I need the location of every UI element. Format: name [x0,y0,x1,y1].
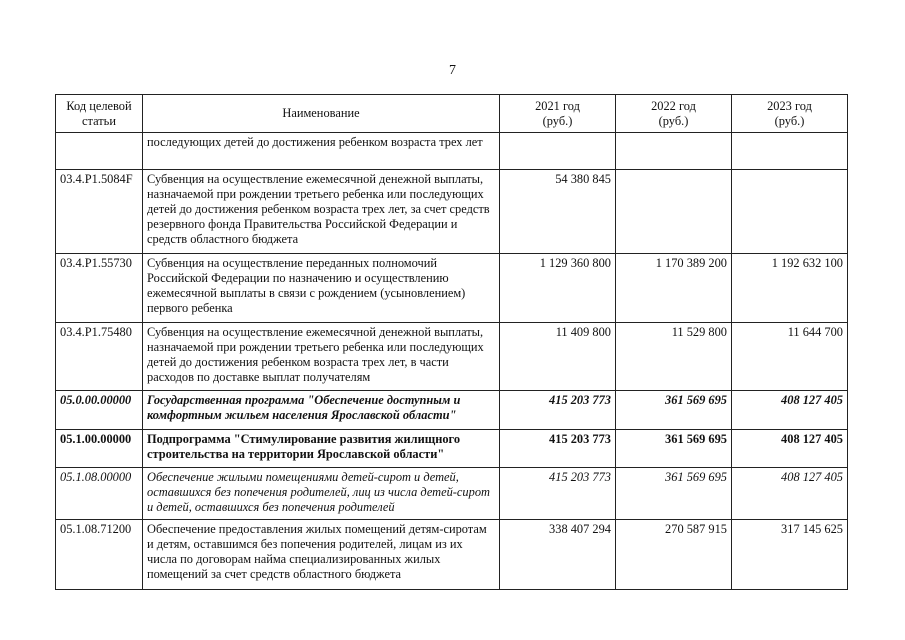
row-2022 [616,133,732,170]
table-row [56,520,848,590]
row-code: 03.4.P1.75480 [56,323,143,391]
header-2021 [500,95,616,133]
row-2023: 11 644 700 [732,323,848,391]
table-row [56,254,848,323]
page-number: 7 [449,63,456,78]
row-2021: 338 407 294 [500,520,616,590]
table-row [56,430,848,468]
row-code: 03.4.P1.55730 [56,254,143,323]
row-2023: 408 127 405 [732,391,848,430]
table-row [56,468,848,520]
header-2022 [616,95,732,133]
row-2023 [732,170,848,254]
header-code: Код целевой статьи [56,95,143,133]
table-row [56,391,848,430]
row-name: Обеспечение жилыми помещениями детей-сирот и детей, оставшихся без попечения родителей, лиц из числа детей-сирот и детей, оставшихся без попечения родителей [143,468,500,520]
row-name: Подпрограмма "Стимулирование развития жилищного строительства на территории Ярославской области" [143,430,500,468]
row-2021: 415 203 773 [500,430,616,468]
header-2023 [732,95,848,133]
row-code: 05.1.08.00000 [56,468,143,520]
header-name: Наименование [143,95,500,133]
row-name: Субвенция на осуществление ежемесячной денежной выплаты, назначаемой при рождении третьего ребенка или последующих детей до достижения ребенком возраста трех лет, в части расходов по доставке выплат получателям [143,323,500,391]
row-2023: 408 127 405 [732,468,848,520]
row-2021: 1 129 360 800 [500,254,616,323]
header-2021-year: 2021 год [535,98,580,113]
row-code: 03.4.P1.5084F [56,170,143,254]
row-code: 05.1.08.71200 [56,520,143,590]
row-2021: 415 203 773 [500,391,616,430]
row-name: Государственная программа "Обеспечение доступным и комфортным жильем населения Ярославской области" [143,391,500,430]
row-2021: 54 380 845 [500,170,616,254]
table-row [56,323,848,391]
budget-table [55,94,848,590]
row-2022 [616,170,732,254]
row-2022: 361 569 695 [616,391,732,430]
row-2023 [732,133,848,170]
header-2022-year: 2022 год [651,98,696,113]
table-row [56,133,848,170]
header-2022-unit: (руб.) [658,113,689,128]
row-2022: 361 569 695 [616,468,732,520]
header-2021-unit: (руб.) [542,113,573,128]
table-row [56,170,848,254]
row-2022: 270 587 915 [616,520,732,590]
row-2021: 415 203 773 [500,468,616,520]
row-code: 05.0.00.00000 [56,391,143,430]
row-2022: 361 569 695 [616,430,732,468]
row-name: Субвенция на осуществление переданных полномочий Российской Федерации по назначению и осуществлению ежемесячной выплаты в связи с рождением (усыновлением) первого ребенка [143,254,500,323]
row-code [56,133,143,170]
header-2023-unit: (руб.) [774,113,805,128]
row-2023: 408 127 405 [732,430,848,468]
header-2023-year: 2023 год [767,98,812,113]
row-2023: 1 192 632 100 [732,254,848,323]
row-2021 [500,133,616,170]
row-name: последующих детей до достижения ребенком возраста трех лет [143,133,500,170]
row-2023: 317 145 625 [732,520,848,590]
row-code: 05.1.00.00000 [56,430,143,468]
row-name: Обеспечение предоставления жилых помещений детям-сиротам и детям, оставшимся без попечения родителей, лицам из их числа по договорам найма специализированных жилых помещений за счет средств областного бюджета [143,520,500,590]
row-2021: 11 409 800 [500,323,616,391]
row-2022: 11 529 800 [616,323,732,391]
row-name: Субвенция на осуществление ежемесячной денежной выплаты, назначаемой при рождении третьего ребенка или последующих детей до достижения ребенком возраста трех лет, за счет средств резервного фонда Правительства Российской Федерации и средств областного бюджета [143,170,500,254]
row-2022: 1 170 389 200 [616,254,732,323]
table-header-row [56,95,848,133]
